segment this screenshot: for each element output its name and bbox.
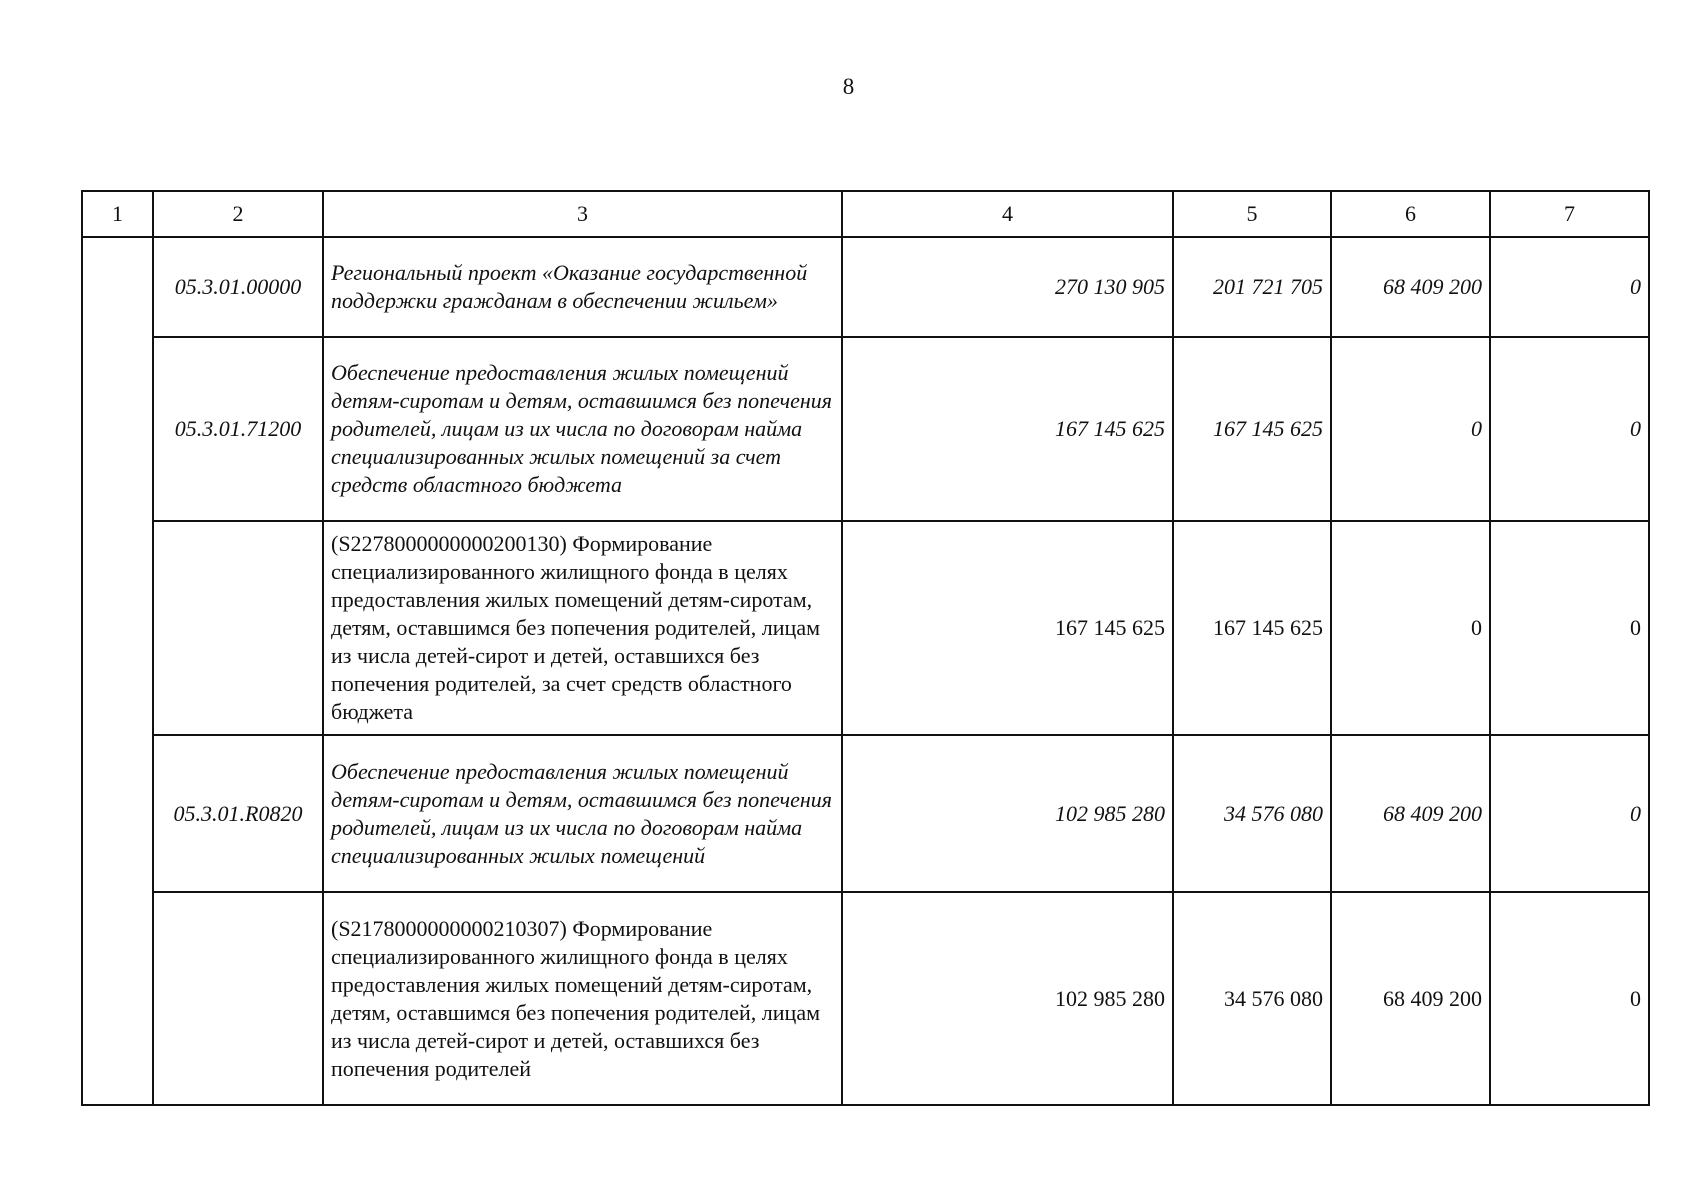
- amount-col6-cell: 0: [1331, 521, 1490, 735]
- table-row: [82, 892, 1649, 1105]
- amount-col5-cell: 34 576 080: [1173, 892, 1331, 1105]
- column-header: 6: [1331, 191, 1490, 237]
- amount-col6-cell: 68 409 200: [1331, 237, 1490, 337]
- item-name-cell: Обеспечение предоставления жилых помещений детям-сиротам и детям, оставшимся без попечения родителей, лицам из их числа по договорам найма специализированных жилых помещений за счет средств областного бюджета: [323, 337, 842, 521]
- item-name-cell: Обеспечение предоставления жилых помещений детям-сиротам и детям, оставшимся без попечения родителей, лицам из их числа по договорам найма специализированных жилых помещений: [323, 735, 842, 892]
- table-row: [82, 521, 1649, 735]
- table-row: [82, 735, 1649, 892]
- table-row: [82, 237, 1649, 337]
- amount-total-cell: 102 985 280: [842, 892, 1173, 1105]
- page-number: 8: [842, 74, 855, 99]
- amount-col5-cell: 34 576 080: [1173, 735, 1331, 892]
- amount-col5-cell: 167 145 625: [1173, 337, 1331, 521]
- amount-total-cell: 102 985 280: [842, 735, 1173, 892]
- amount-col7-cell: 0: [1490, 237, 1649, 337]
- amount-total-cell: 167 145 625: [842, 521, 1173, 735]
- amount-total-cell: 270 130 905: [842, 237, 1173, 337]
- table-header-row: [82, 191, 1649, 237]
- column-header: 4: [842, 191, 1173, 237]
- amount-col5-cell: 201 721 705: [1173, 237, 1331, 337]
- amount-col6-cell: 68 409 200: [1331, 892, 1490, 1105]
- budget-code-cell: [153, 521, 323, 735]
- budget-code-cell: 05.3.01.00000: [153, 237, 323, 337]
- item-name-cell: Региональный проект «Оказание государственной поддержки гражданам в обеспечении жильем»: [323, 237, 842, 337]
- amount-col6-cell: 68 409 200: [1331, 735, 1490, 892]
- column-header: 5: [1173, 191, 1331, 237]
- row-number-cell: [82, 237, 153, 1105]
- amount-col7-cell: 0: [1490, 735, 1649, 892]
- item-name-cell: (S2178000000000210307) Формирование специализированного жилищного фонда в целях предоставления жилых помещений детям-сиротам, детям, оставшимся без попечения родителей, лицам из числа детей-сирот и детей, оставшихся без попечения родителей: [323, 892, 842, 1105]
- amount-col7-cell: 0: [1490, 337, 1649, 521]
- amount-col5-cell: 167 145 625: [1173, 521, 1331, 735]
- amount-col7-cell: 0: [1490, 521, 1649, 735]
- budget-code-cell: [153, 892, 323, 1105]
- column-header: 7: [1490, 191, 1649, 237]
- table-row: [82, 337, 1649, 521]
- budget-code-cell: 05.3.01.71200: [153, 337, 323, 521]
- column-header: 1: [82, 191, 153, 237]
- column-header: 2: [153, 191, 323, 237]
- budget-code-cell: 05.3.01.R0820: [153, 735, 323, 892]
- item-name-cell: (S2278000000000200130) Формирование специализированного жилищного фонда в целях предоставления жилых помещений детям-сиротам, детям, оставшимся без попечения родителей, лицам из числа детей-сирот и детей, оставшихся без попечения родителей, за счет средств областного бюджета: [323, 521, 842, 735]
- amount-col6-cell: 0: [1331, 337, 1490, 521]
- amount-col7-cell: 0: [1490, 892, 1649, 1105]
- amount-total-cell: 167 145 625: [842, 337, 1173, 521]
- budget-table: [81, 190, 1650, 1106]
- column-header: 3: [323, 191, 842, 237]
